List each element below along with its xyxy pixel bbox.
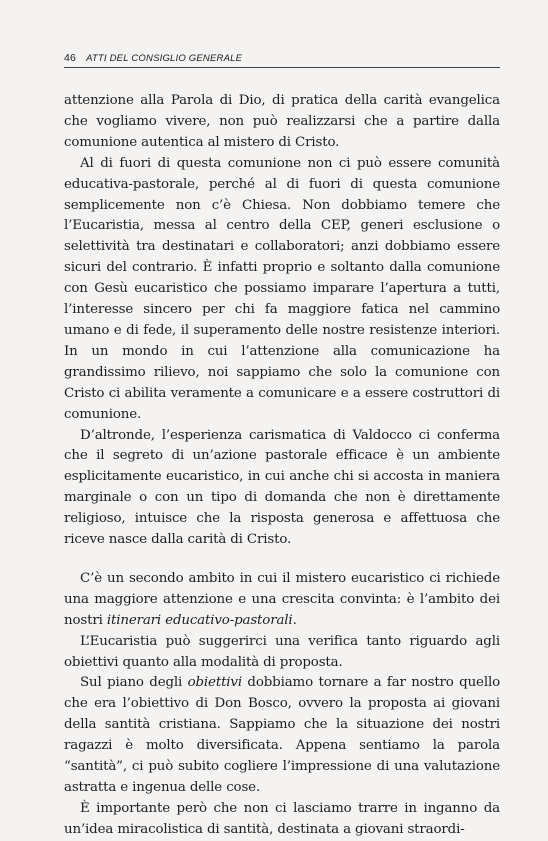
emphasis-text: obiettivi xyxy=(187,675,242,691)
paragraph: D’altronde, l’esperienza carismatica di Valdocco ci conferma che il segreto di un’azione pastorale efficace è un ambiente esplicitamente eucaristico, in cui anche chi si accosta in maniera marginale o con un tipo di domanda che non è direttamente religioso, intuisce che la risposta generosa e affettuosa che riceve nasce dalla carità di Cristo. xyxy=(64,427,500,548)
paragraph: È importante però che non ci lasciamo trarre in inganno da un’idea miracolistica di santità, destinata a giovani straordi- xyxy=(64,800,500,837)
emphasis-text: itinerari educativo-pastorali xyxy=(106,612,293,628)
body-text xyxy=(64,91,500,841)
paragraph-text: Sul piano degli xyxy=(80,675,188,691)
page-number: 46 xyxy=(64,52,77,64)
paragraph-text: C’è un secondo ambito in cui il mistero eucaristico ci richiede una maggiore attenzione e una crescita convinta: è l’ambito dei nostri xyxy=(64,570,500,628)
paragraph-text: . xyxy=(292,612,297,628)
paragraph-text: dobbiamo tornare a far nostro quello che era l’obiettivo di Don Bosco, ovvero la proposta ai giovani della santità cristiana. Sappiamo che la situazione dei nostri ragazzi è molto diversificata. Appena sentiamo la parola “santità”, ci può subito cogliere l’impressione di una valutazione astratta e ingenua delle cose. xyxy=(64,675,500,795)
paragraph xyxy=(64,673,500,798)
paragraph: attenzione alla Parola di Dio, di pratica della carità evangelica che vogliamo vivere, non può realizzarsi che a partire dalla comunione autentica al mistero di Cristo. xyxy=(64,93,500,150)
running-title: ATTI DEL CONSIGLIO GENERALE xyxy=(86,53,243,64)
paragraph: L’Eucaristia può suggerirci una verifica tanto riguardo agli obiettivi quanto alla modalità di proposta. xyxy=(64,633,500,670)
running-header xyxy=(64,52,500,68)
paragraph: Al di fuori di questa comunione non ci può essere comunità educativa-pastorale, perché al di fuori di questa comunione semplicemente non c’è Chiesa. Non dobbiamo temere che l’Eucaristia, messa al centro della CEP, generi esclusione o selettività tra destinatari e collaboratori; anzi dobbiamo essere sicuri del contrario. È infatti proprio e soltanto dalla comunione con Gesù eucaristico che possiamo imparare l’apertura a tutti, l’interesse sincero per chi fa maggiore fatica nel cammino umano e di fede, il superamento delle nostre resistenze interiori. In un mondo in cui l’attenzione alla comunicazione ha grandissimo rilievo, noi sappiamo che solo la comunione con Cristo ci abilita veramente a comunicare e a essere costruttori di comunione. xyxy=(64,155,500,422)
paragraph xyxy=(64,569,500,632)
